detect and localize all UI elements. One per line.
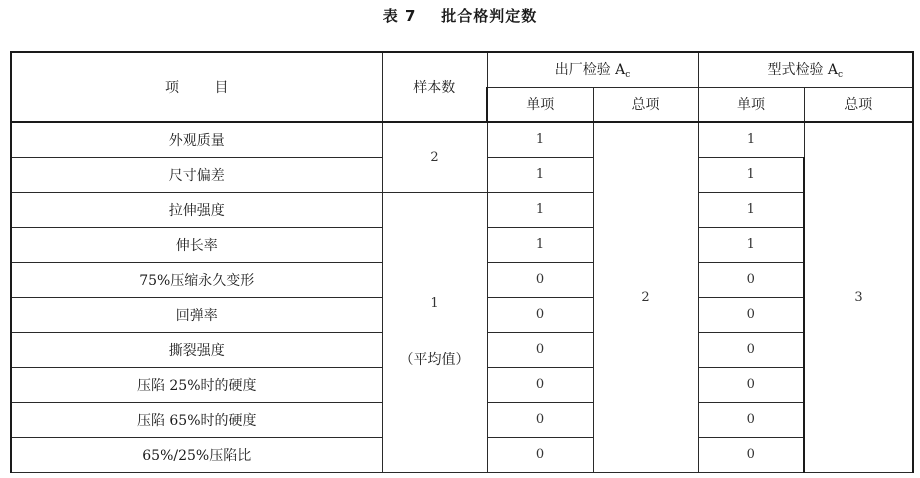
header-type-total: 总项	[804, 87, 913, 122]
row-type-single: 1	[698, 157, 804, 192]
row-item: 尺寸偏差	[11, 157, 382, 192]
header-factory-inspection-label: 出厂检验 A	[554, 62, 626, 79]
row-factory-single: 0	[487, 402, 593, 437]
row-item: 回弹率	[11, 297, 382, 332]
row-item: 拉伸强度	[11, 192, 382, 227]
row-factory-single: 1	[487, 192, 593, 227]
table-row	[11, 122, 913, 157]
acceptance-number-table	[10, 51, 914, 473]
row-item: 压陷 25%时的硬度	[11, 367, 382, 402]
type-total-value: 3	[804, 122, 913, 472]
row-item: 伸长率	[11, 227, 382, 262]
row-factory-single: 1	[487, 122, 593, 157]
header-type-inspection-label: 型式检验 A	[767, 62, 839, 79]
row-factory-single: 0	[487, 367, 593, 402]
row-type-single: 0	[698, 367, 804, 402]
row-type-single: 0	[698, 437, 804, 472]
row-factory-single: 0	[487, 332, 593, 367]
row-type-single: 1	[698, 227, 804, 262]
factory-total-value: 2	[593, 122, 698, 472]
header-factory-inspection	[487, 52, 698, 87]
row-item: 撕裂强度	[11, 332, 382, 367]
row-type-single: 0	[698, 297, 804, 332]
row-item: 75%压缩永久变形	[11, 262, 382, 297]
table-row	[11, 192, 913, 227]
row-item: 65%/25%压陷比	[11, 437, 382, 472]
header-item: 项 目	[11, 52, 382, 122]
sample-count-group-2-note: （平均值）	[399, 351, 470, 368]
header-sample-count: 样本数	[382, 52, 487, 122]
header-factory-total: 总项	[593, 87, 698, 122]
header-factory-single: 单项	[487, 87, 593, 122]
header-type-inspection	[698, 52, 913, 87]
sample-count-group-2	[382, 192, 487, 472]
row-factory-single: 0	[487, 437, 593, 472]
row-factory-single: 1	[487, 227, 593, 262]
row-type-single: 0	[698, 402, 804, 437]
row-factory-single: 1	[487, 157, 593, 192]
row-factory-single: 0	[487, 262, 593, 297]
header-type-inspection-subscript: c	[838, 70, 844, 81]
row-type-single: 0	[698, 332, 804, 367]
table-caption: 表 7 批合格判定数	[382, 7, 538, 25]
sample-count-group-2-value: 1	[430, 295, 439, 311]
row-type-single: 0	[698, 262, 804, 297]
sample-count-group-1: 2	[382, 122, 487, 192]
row-item: 外观质量	[11, 122, 382, 157]
header-type-single: 单项	[698, 87, 804, 122]
row-type-single: 1	[698, 192, 804, 227]
row-type-single: 1	[698, 122, 804, 157]
row-item: 压陷 65%时的硬度	[11, 402, 382, 437]
row-factory-single: 0	[487, 297, 593, 332]
header-factory-inspection-subscript: c	[625, 70, 631, 81]
